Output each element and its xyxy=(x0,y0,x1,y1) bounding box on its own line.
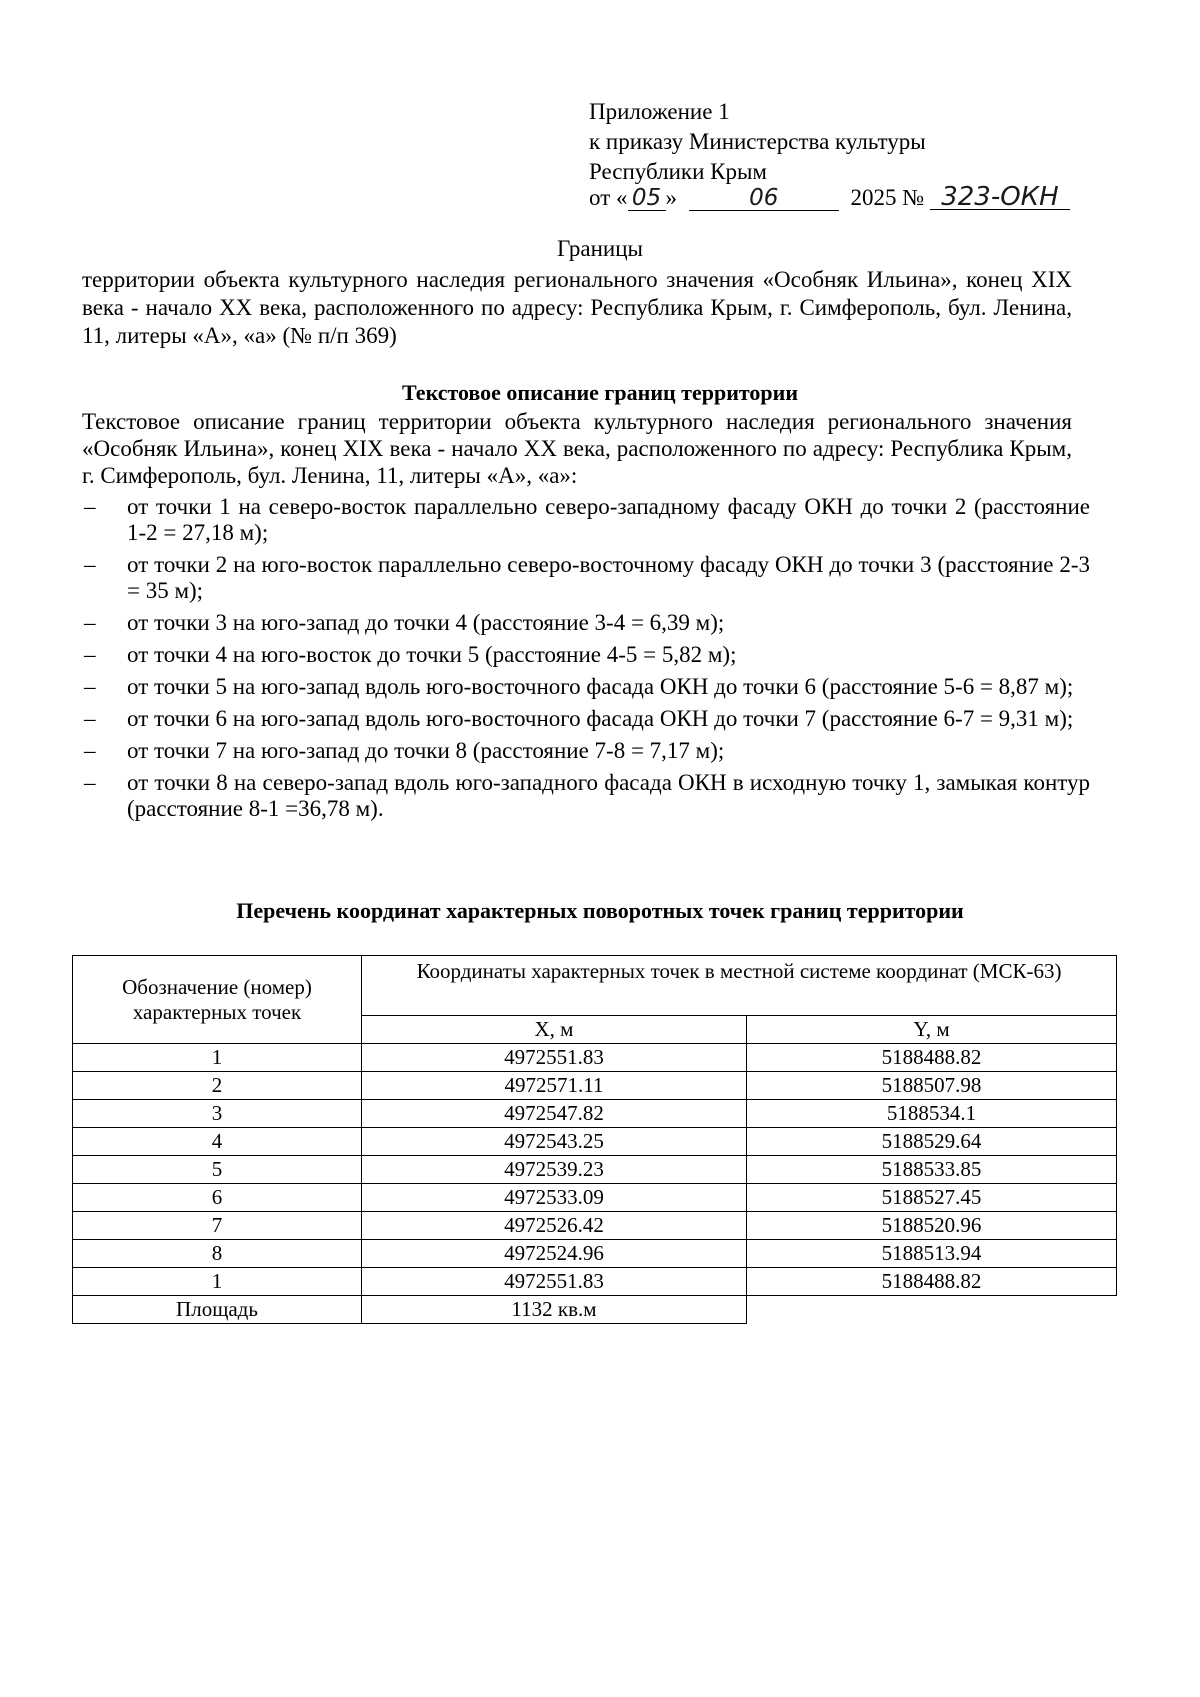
x-cell: 4972524.96 xyxy=(362,1240,747,1268)
dash-bullet: – xyxy=(84,706,96,731)
y-cell: 5188507.98 xyxy=(747,1072,1117,1100)
point-cell: 5 xyxy=(73,1156,362,1184)
appendix-line-1: Приложение 1 xyxy=(589,99,730,124)
list-item xyxy=(82,610,1090,636)
date-year: 2025 № xyxy=(850,185,925,210)
text-description-heading: Текстовое описание границ территории xyxy=(401,380,799,405)
table-row xyxy=(73,1072,1117,1100)
col-point-header: Обозначение (номер) характерных точек xyxy=(73,956,362,1044)
text-description-intro: Текстовое описание границ территории объекта культурного наследия регионального значения «Особняк Ильина», конец XIX века - начало XX века, расположенного по адресу: Республика Крым, г. Симферополь, бул. Ленина, 11, литеры «А», «а»: xyxy=(82,409,1072,488)
point-cell: 7 xyxy=(73,1212,362,1240)
table-row xyxy=(73,1156,1117,1184)
list-item-text: от точки 3 на юго-запад до точки 4 (расстояние 3-4 = 6,39 м); xyxy=(127,610,725,635)
x-cell: 4972526.42 xyxy=(362,1212,747,1240)
x-cell: 4972551.83 xyxy=(362,1268,747,1296)
y-cell: 5188534.1 xyxy=(747,1100,1117,1128)
dash-bullet: – xyxy=(84,610,96,635)
y-cell: 5188488.82 xyxy=(747,1044,1117,1072)
col-x-header: X, м xyxy=(362,1016,747,1044)
list-item xyxy=(82,674,1090,700)
table-row xyxy=(73,1240,1117,1268)
dash-bullet: – xyxy=(84,552,96,577)
x-cell: 4972543.25 xyxy=(362,1128,747,1156)
list-item xyxy=(82,494,1090,546)
coords-group-header: Координаты характерных точек в местной системе координат (МСК-63) xyxy=(362,956,1117,1016)
x-cell: 4972533.09 xyxy=(362,1184,747,1212)
date-mid: » xyxy=(665,185,677,210)
list-item-text: от точки 1 на северо-восток параллельно северо-западному фасаду ОКН до точки 2 (расстояние 1-2 = 27,18 м); xyxy=(127,494,1090,545)
coordinates-heading: Перечень координат характерных поворотных точек границ территории xyxy=(236,898,964,923)
point-cell: 4 xyxy=(73,1128,362,1156)
list-item xyxy=(82,642,1090,668)
dash-bullet: – xyxy=(84,674,96,699)
list-item xyxy=(82,738,1090,764)
document-subtitle: территории объекта культурного наследия регионального значения «Особняк Ильина», конец XIX века - начало XX века, расположенного по адресу: Республика Крым, г. Симферополь, бул. Ленина, 11, литеры «А», «а» (№ п/п 369) xyxy=(82,267,1072,348)
point-cell: 3 xyxy=(73,1100,362,1128)
list-item xyxy=(82,706,1090,732)
list-item xyxy=(82,770,1090,822)
point-cell: 1 xyxy=(73,1044,362,1072)
table-row xyxy=(73,1128,1117,1156)
y-cell: 5188529.64 xyxy=(747,1128,1117,1156)
dash-bullet: – xyxy=(84,494,96,519)
list-item-text: от точки 4 на юго-восток до точки 5 (расстояние 4-5 = 5,82 м); xyxy=(127,642,737,667)
area-value: 1132 кв.м xyxy=(362,1296,747,1324)
table-row xyxy=(73,1268,1117,1296)
dash-bullet: – xyxy=(84,770,96,795)
point-cell: 2 xyxy=(73,1072,362,1100)
list-item-text: от точки 5 на юго-запад вдоль юго-восточного фасада ОКН до точки 6 (расстояние 5-6 = 8,87 м); xyxy=(127,674,1074,699)
list-item xyxy=(82,552,1090,604)
col-y-header: Y, м xyxy=(747,1016,1117,1044)
list-item-text: от точки 2 на юго-восток параллельно северо-восточному фасаду ОКН до точки 3 (расстояние 2-3 = 35 м); xyxy=(127,552,1090,603)
coordinates-table xyxy=(72,955,1117,1324)
x-cell: 4972539.23 xyxy=(362,1156,747,1184)
date-prefix: от « xyxy=(589,185,628,210)
table-row xyxy=(73,1100,1117,1128)
list-item-text: от точки 7 на юго-запад до точки 8 (расстояние 7-8 = 7,17 м); xyxy=(127,738,725,763)
y-cell: 5188488.82 xyxy=(747,1268,1117,1296)
area-row xyxy=(73,1296,1117,1324)
order-number: 323-ОКН xyxy=(930,185,1070,210)
boundary-list xyxy=(82,494,1090,828)
table-row xyxy=(73,1212,1117,1240)
point-cell: 8 xyxy=(73,1240,362,1268)
y-cell: 5188527.45 xyxy=(747,1184,1117,1212)
table-row xyxy=(73,1184,1117,1212)
empty-cell xyxy=(747,1296,1117,1324)
x-cell: 4972551.83 xyxy=(362,1044,747,1072)
appendix-line-2: к приказу Министерства культуры xyxy=(589,129,926,154)
x-cell: 4972571.11 xyxy=(362,1072,747,1100)
area-label: Площадь xyxy=(73,1296,362,1324)
point-cell: 6 xyxy=(73,1184,362,1212)
list-item-text: от точки 8 на северо-запад вдоль юго-западного фасада ОКН в исходную точку 1, замыкая контур (расстояние 8-1 =36,78 м). xyxy=(127,770,1090,821)
x-cell: 4972547.82 xyxy=(362,1100,747,1128)
date-day: 05 xyxy=(628,186,666,211)
dash-bullet: – xyxy=(84,642,96,667)
dash-bullet: – xyxy=(84,738,96,763)
appendix-date-line xyxy=(589,184,1070,212)
list-item-text: от точки 6 на юго-запад вдоль юго-восточного фасада ОКН до точки 7 (расстояние 6-7 = 9,31 м); xyxy=(127,706,1074,731)
document-title: Границы xyxy=(557,236,643,261)
y-cell: 5188520.96 xyxy=(747,1212,1117,1240)
table-row xyxy=(73,1044,1117,1072)
point-cell: 1 xyxy=(73,1268,362,1296)
date-month: 06 xyxy=(689,186,839,211)
y-cell: 5188513.94 xyxy=(747,1240,1117,1268)
y-cell: 5188533.85 xyxy=(747,1156,1117,1184)
appendix-line-3: Республики Крым xyxy=(589,159,767,184)
